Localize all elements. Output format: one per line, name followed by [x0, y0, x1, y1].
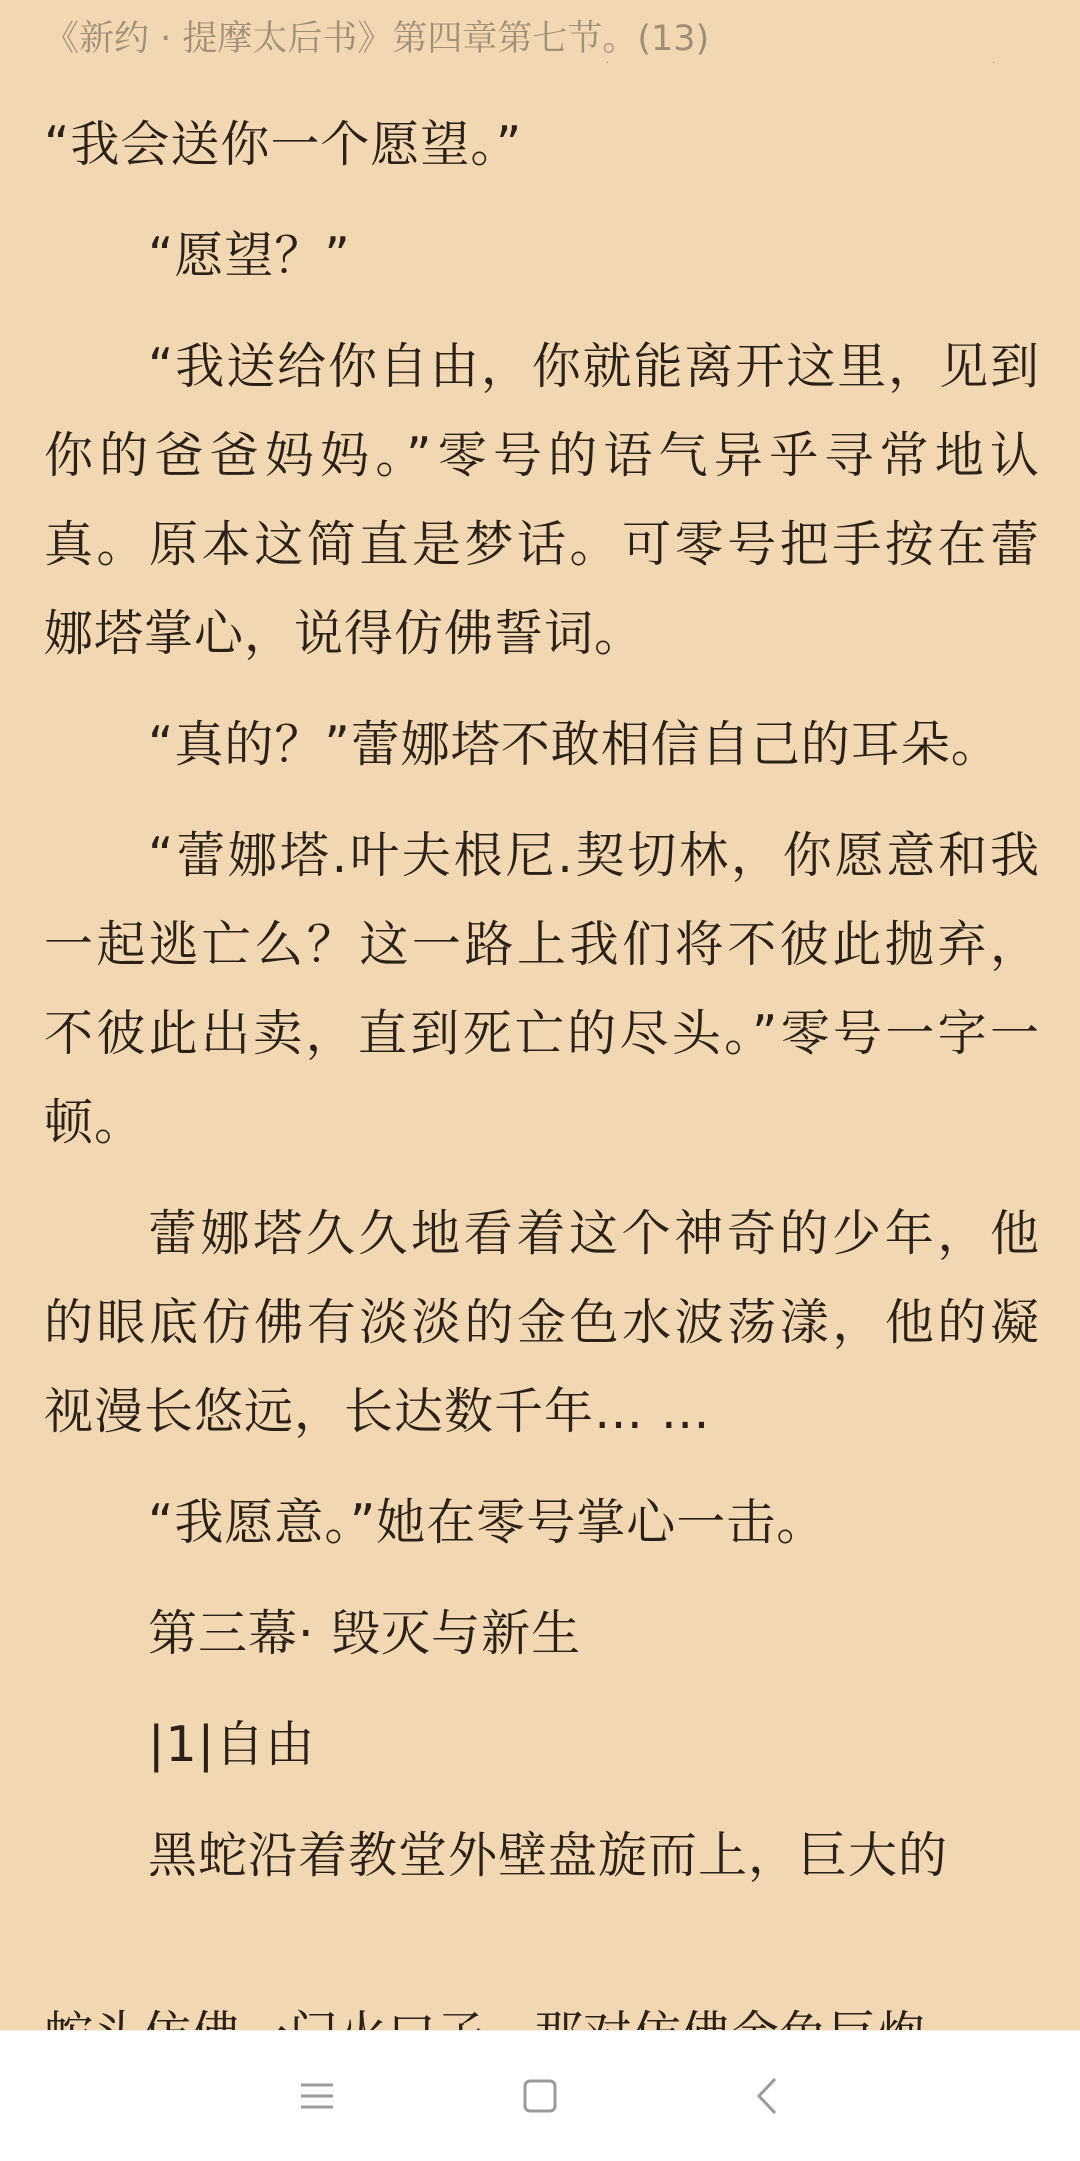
paragraph: “愿望？”: [148, 227, 351, 284]
paragraph: “我愿意。”她在零号掌心一击。: [148, 1494, 827, 1551]
decorative-dot: ·: [606, 58, 610, 69]
paragraph: “我会送你一个愿望。”: [44, 116, 523, 173]
menu-button[interactable]: [282, 2061, 352, 2131]
paragraph: “我送给你自由，你就能离开这里，见到你的爸爸妈妈。”零号的语气异乎寻常地认真。原本这简直是梦话。可零号把手按在蕾娜塔掌心，说得仿佛誓词。: [44, 338, 1040, 662]
paragraph: 黑蛇沿着教堂外壁盘旋而上，巨大的: [148, 1827, 949, 1884]
paragraph: “真的？”蕾娜塔不敢相信自己的耳朵。: [148, 716, 1001, 773]
paragraph: 蕾娜塔久久地看着这个神奇的少年，他的眼底仿佛有淡淡的金色水波荡漾，他的凝视漫长悠远，长达数千年… …: [44, 1205, 1040, 1440]
system-navigation-bar: [0, 2030, 1080, 2161]
subsection-heading: |1|自由: [148, 1716, 316, 1773]
back-button[interactable]: [732, 2061, 802, 2131]
reading-content: [44, 100, 1040, 1922]
menu-icon: [299, 2081, 335, 2111]
decorative-dot: ·: [992, 58, 996, 69]
back-chevron-icon: [755, 2077, 779, 2115]
section-heading: 第三幕· 毁灭与新生: [148, 1605, 582, 1662]
home-square-icon: [523, 2079, 557, 2113]
home-button[interactable]: [505, 2061, 575, 2131]
paragraph: “蕾娜塔.叶夫根尼.契切林，你愿意和我一起逃亡么？这一路上我们将不彼此抛弃，不彼此出卖，直到死亡的尽头。”零号一字一顿。: [44, 827, 1040, 1151]
chapter-header: 《新约 · 提摩太后书》第四章第七节。(13): [44, 19, 710, 59]
